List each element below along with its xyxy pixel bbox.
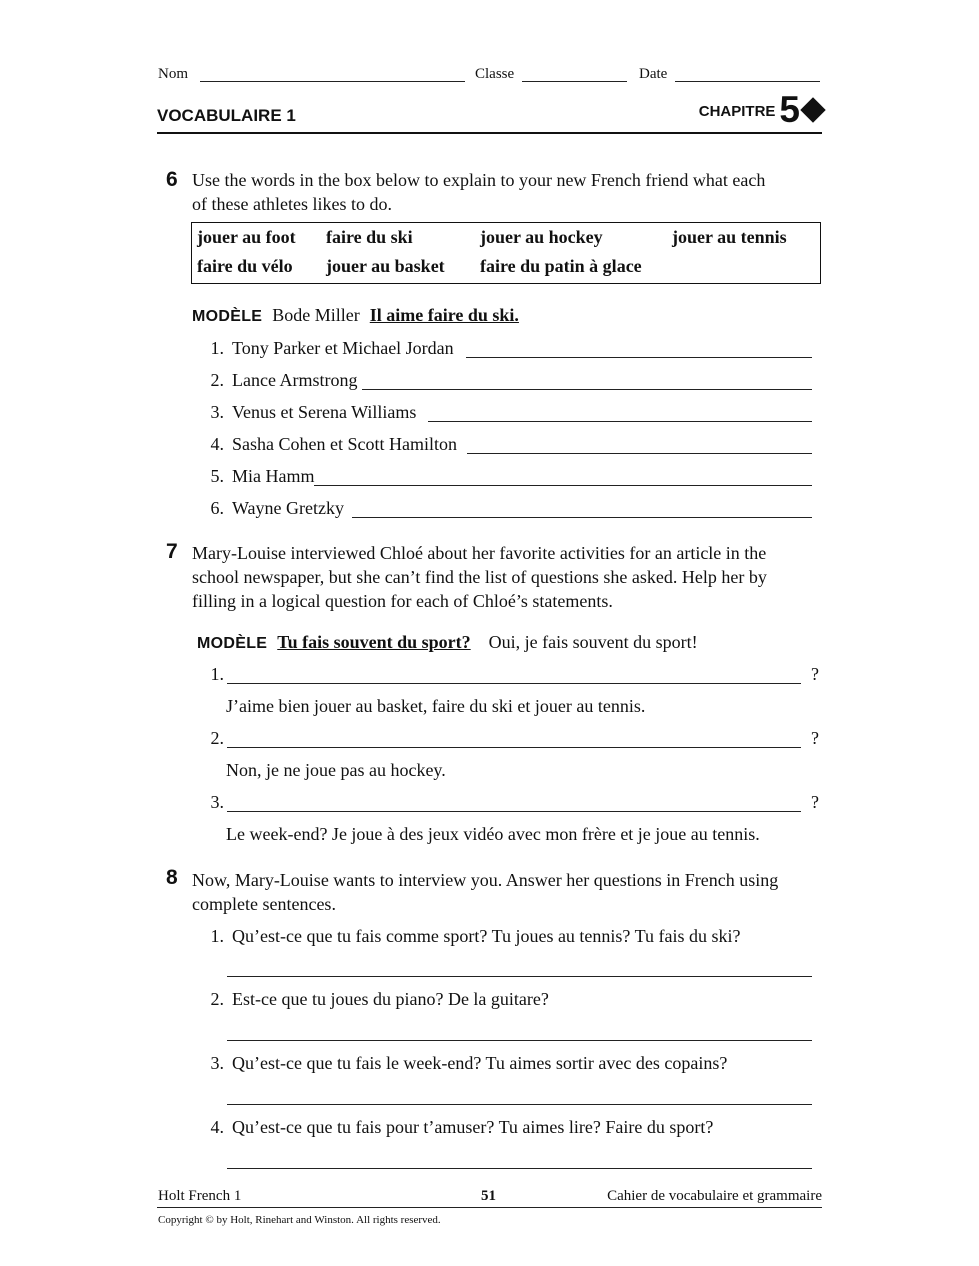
- word-box-term: faire du ski: [326, 227, 413, 247]
- section-title: VOCABULAIRE 1: [157, 106, 296, 125]
- question-number: 2.: [210, 728, 224, 748]
- chapter-indicator: [698, 89, 822, 130]
- page-number: 51: [481, 1188, 496, 1204]
- exercise-7-model: [197, 632, 698, 653]
- question-number: 1.: [210, 664, 224, 684]
- question-line[interactable]: [227, 811, 801, 812]
- title-bar: [157, 89, 822, 134]
- answer-line[interactable]: [352, 517, 812, 518]
- copyright: Copyright © by Holt, Rinehart and Winston. All rights reserved.: [158, 1214, 441, 1226]
- list-item: 2. Lance Armstrong: [210, 370, 358, 390]
- exercise-8-number: 8: [166, 866, 178, 889]
- classe-field[interactable]: [522, 81, 627, 82]
- modele-label: MODÈLE: [197, 635, 268, 652]
- answer-line[interactable]: [467, 453, 812, 454]
- list-item: 6. Wayne Gretzky: [210, 498, 344, 518]
- exercise-6-instructions: Use the words in the box below to explain to your new French friend what each of these athletes likes to do.: [192, 170, 766, 214]
- word-box: [191, 222, 821, 284]
- classe-label: Classe: [475, 66, 515, 82]
- modele-question: Tu fais souvent du sport?: [277, 632, 471, 652]
- question-mark: ?: [811, 728, 819, 748]
- date-field[interactable]: [675, 81, 820, 82]
- question-line[interactable]: [227, 747, 801, 748]
- list-item: 4. Sasha Cohen et Scott Hamilton: [210, 434, 457, 454]
- footer-workbook-title: Cahier de vocabulaire et grammaire: [607, 1188, 822, 1204]
- exercise-7-number: 7: [166, 540, 178, 563]
- question-mark: ?: [811, 664, 819, 684]
- chloe-statement: Le week-end? Je joue à des jeux vidéo avec mon frère et je joue au tennis.: [226, 824, 760, 844]
- answer-line[interactable]: [428, 421, 812, 422]
- modele-answer: Il aime faire du ski.: [369, 305, 519, 325]
- footer-book-title: Holt French 1: [158, 1188, 242, 1204]
- chloe-statement: Non, je ne joue pas au hockey.: [226, 760, 446, 780]
- modele-prompt: Bode Miller: [272, 305, 360, 325]
- diamond-icon: [800, 97, 825, 122]
- list-item: 3. Venus et Serena Williams: [210, 402, 417, 422]
- modele-label: MODÈLE: [192, 308, 263, 325]
- list-item: 2. Est-ce que tu joues du piano? De la guitare?: [210, 989, 549, 1009]
- question-mark: ?: [811, 792, 819, 812]
- exercise-6-model: [192, 305, 519, 326]
- question-number: 3.: [210, 792, 224, 812]
- answer-line[interactable]: [466, 357, 812, 358]
- list-item: 4. Qu’est-ce que tu fais pour t’amuser? Tu aimes lire? Faire du sport?: [210, 1117, 714, 1137]
- chloe-statement: J’aime bien jouer au basket, faire du ski et jouer au tennis.: [226, 696, 646, 716]
- answer-line[interactable]: [227, 976, 812, 977]
- exercise-8-instructions: Now, Mary-Louise wants to interview you. Answer her questions in French using complete sentences.: [192, 870, 779, 914]
- word-box-term: jouer au basket: [326, 256, 445, 276]
- exercise-7-instructions: Mary-Louise interviewed Chloé about her favorite activities for an article in the school newspaper, but she can’t find the list of questions she asked. Help her by filling in a logical question for each of Chloé’s statements.: [192, 543, 767, 611]
- exercise-6-number: 6: [166, 168, 178, 191]
- list-item: 3. Qu’est-ce que tu fais le week-end? Tu aimes sortir avec des copains?: [210, 1053, 728, 1073]
- nom-label: Nom: [158, 66, 188, 82]
- list-item: 1. Tony Parker et Michael Jordan: [210, 338, 454, 358]
- answer-line[interactable]: [314, 485, 812, 486]
- chapitre-label: CHAPITRE: [698, 103, 776, 120]
- date-label: Date: [639, 66, 668, 82]
- word-box-term: faire du vélo: [197, 256, 293, 276]
- list-item: 5. Mia Hamm: [210, 466, 315, 486]
- chapitre-number: 5: [779, 89, 800, 130]
- answer-line[interactable]: [227, 1104, 812, 1105]
- modele-answer: Oui, je fais souvent du sport!: [488, 632, 698, 652]
- word-box-term: jouer au hockey: [480, 227, 603, 247]
- list-item: 1. Qu’est-ce que tu fais comme sport? Tu joues au tennis? Tu fais du ski?: [210, 926, 741, 946]
- answer-line[interactable]: [227, 1168, 812, 1169]
- answer-line[interactable]: [362, 389, 812, 390]
- word-box-term: faire du patin à glace: [480, 256, 642, 276]
- word-box-term: jouer au foot: [197, 227, 296, 247]
- answer-line[interactable]: [227, 1040, 812, 1041]
- word-box-term: jouer au tennis: [672, 227, 787, 247]
- nom-field[interactable]: [200, 81, 465, 82]
- footer-rule: [157, 1207, 822, 1208]
- question-line[interactable]: [227, 683, 801, 684]
